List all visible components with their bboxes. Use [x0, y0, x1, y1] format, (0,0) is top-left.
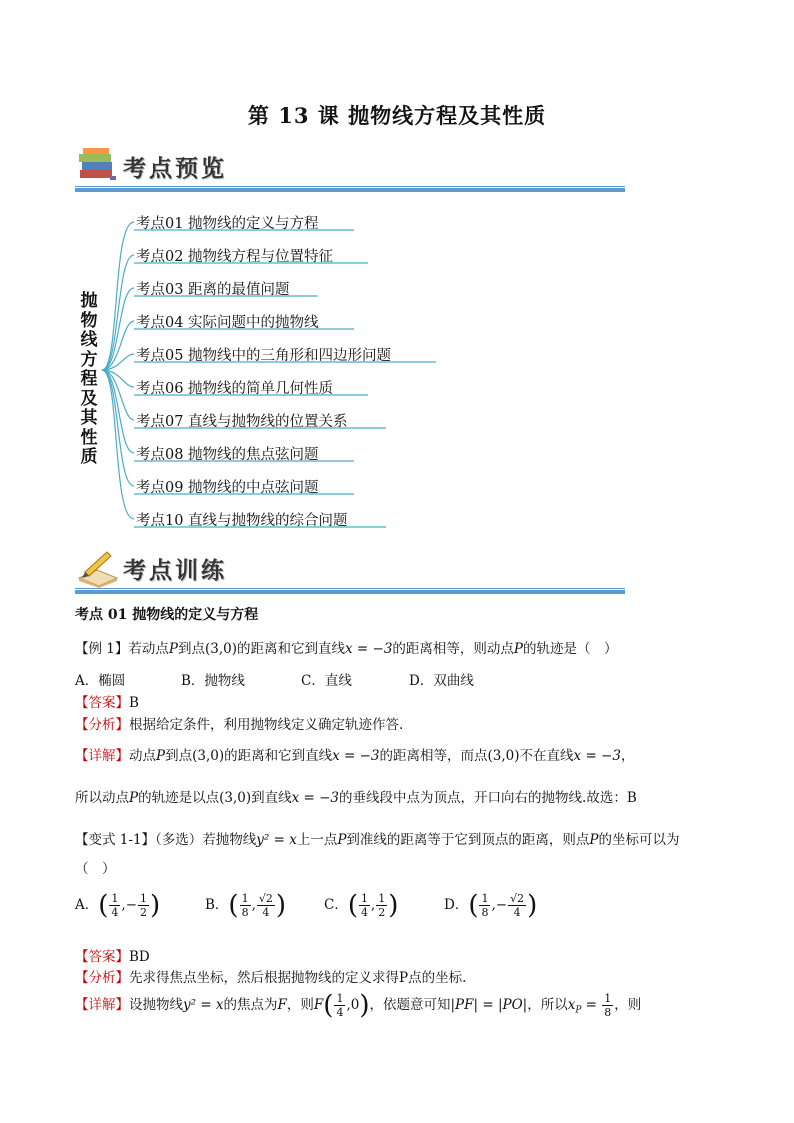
section-header-preview	[75, 146, 625, 192]
question-line: 【变式 1-1】（多选）若抛物线y² = x上一点P到准线的距离等于它到顶点的距离，则点P的坐标可以为	[75, 832, 680, 848]
mind-map-item: 考点04 实际问题中的抛物线	[136, 315, 319, 331]
mind-map-item: 考点02 抛物线方程与位置特征	[136, 249, 334, 265]
option-d: D．双曲线	[409, 673, 474, 689]
option-b: B．抛物线	[181, 673, 245, 689]
pencil-book-icon	[77, 548, 119, 588]
analysis-line: 【分析】根据给定条件，利用抛物线定义确定轨迹作答.	[75, 717, 404, 733]
option-d: D．( $\frac{1}{8}$ ,− $\frac{√2}{4}$ )	[444, 890, 538, 921]
detail-line: 【详解】设抛物线y² = x的焦点为F，则F( $\frac{1}{4}$ ,0)，依题意可知|PF| = |PO|，所以$x_P$ = $\frac{1}{8}$ ，则	[75, 990, 642, 1021]
books-icon	[77, 146, 119, 186]
section-title: 考点预览	[123, 156, 227, 182]
option-c: C．直线	[301, 673, 352, 689]
mind-map-item: 考点08 抛物线的焦点弦问题	[136, 447, 319, 463]
mind-map-root: 抛 物 线 方 程 及 其 性 质	[80, 291, 98, 467]
answer-line: 【答案】BD	[75, 949, 150, 965]
section-title: 考点训练	[123, 558, 227, 584]
detail-line: 所以动点P的轨迹是以点(3,0)到直线x = −3的垂线段中点为顶点，开口向右的抛物线.故选：B	[75, 790, 637, 806]
divider	[75, 188, 625, 192]
option-a: A．椭圆	[75, 673, 126, 689]
question-line: 【例 1】若动点P到点(3,0)的距离和它到直线x = −3的距离相等，则动点P的轨迹是（ ）	[75, 641, 618, 657]
option-a: A．( $\frac{1}{4}$ ,− $\frac{1}{2}$ )	[75, 890, 161, 921]
answer-line: 【答案】B	[75, 695, 139, 711]
mind-map-item: 考点09 抛物线的中点弦问题	[136, 480, 319, 496]
mind-map-item: 考点01 抛物线的定义与方程	[136, 216, 319, 232]
divider	[75, 588, 625, 589]
page-title: 第 13 课 抛物线方程及其性质	[247, 103, 547, 128]
mind-map-item: 考点03 距离的最值问题	[136, 282, 290, 298]
detail-line: 【详解】动点P到点(3,0)的距离和它到直线x = −3的距离相等，而点(3,0)不在直线x = −3，	[75, 748, 635, 764]
topic-heading: 考点 01 抛物线的定义与方程	[75, 607, 259, 623]
mind-map-item: 考点05 抛物线中的三角形和四边形问题	[136, 348, 392, 364]
option-b: B．( $\frac{1}{8}$ , $\frac{√2}{4}$ )	[205, 890, 287, 921]
section-header-training	[75, 548, 625, 594]
analysis-line: 【分析】先求得焦点坐标，然后根据抛物线的定义求得P点的坐标.	[75, 970, 467, 986]
option-c: C．( $\frac{1}{4}$ , $\frac{1}{2}$ )	[324, 890, 399, 921]
mind-map	[72, 200, 492, 535]
mind-map-item: 考点07 直线与抛物线的位置关系	[136, 414, 348, 430]
mind-map-item: 考点06 抛物线的简单几何性质	[136, 381, 334, 397]
mind-map-item: 考点10 直线与抛物线的综合问题	[136, 513, 348, 529]
divider	[75, 590, 625, 594]
question-line: （ ）	[75, 861, 116, 877]
divider	[75, 186, 625, 187]
